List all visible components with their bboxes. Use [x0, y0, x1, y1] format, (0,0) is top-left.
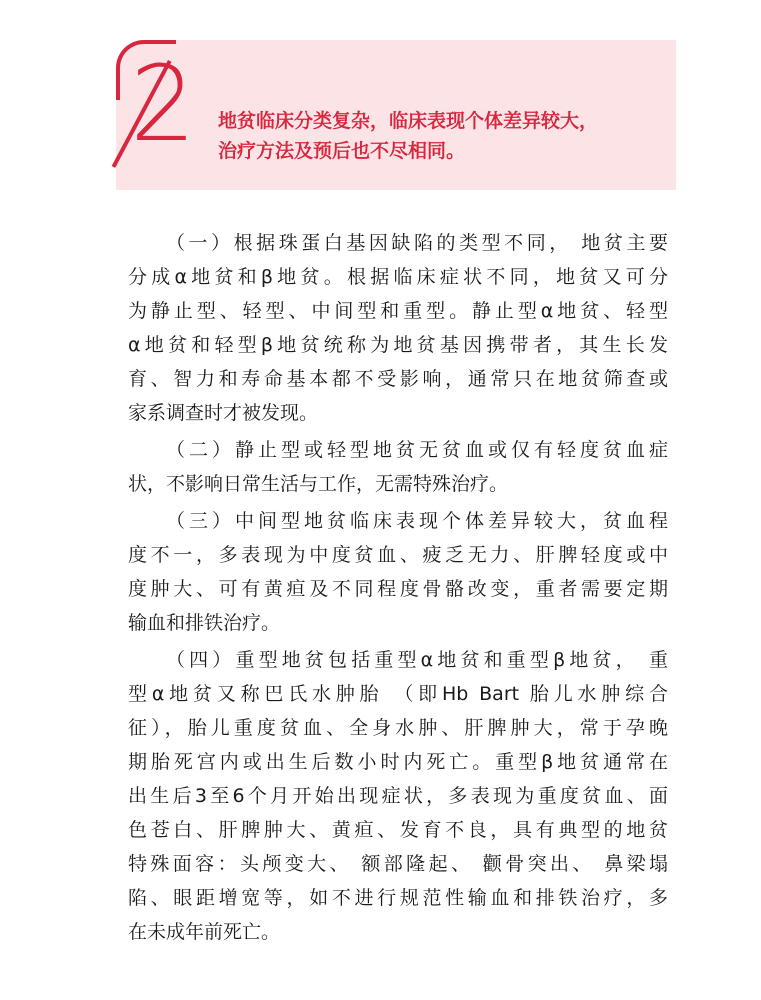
paragraph-4	[128, 643, 668, 949]
paragraph-line: 度不一，多表现为中度贫血、疲乏无力、肝脾轻度或中	[128, 544, 668, 566]
paragraph-line: α地贫和轻型β地贫统称为地贫基因携带者，其生长发	[128, 334, 668, 356]
heading-line: 治疗方法及预后也不尽相同。	[218, 140, 466, 162]
paragraph-line: 分成α地贫和β地贫。根据临床症状不同，地贫又可分	[128, 266, 668, 288]
paragraph-line: 征），胎儿重度贫血、全身水肿、肝脾肿大，常于孕晚	[128, 717, 668, 739]
paragraph-1	[128, 226, 668, 430]
paragraph-line: 型α地贫又称巴氏水肿胎 （即Hb Bart 胎儿水肿综合	[128, 683, 668, 705]
paragraph-line: 在未成年前死亡。	[128, 921, 281, 943]
paragraph-line: 出生后3至6个月开始出现症状，多表现为重度贫血、面	[128, 785, 668, 807]
heading-line: 地贫临床分类复杂，临床表现个体差异较大，	[218, 110, 599, 132]
paragraph-line: 特殊面容：头颅变大、 额部隆起、 颧骨突出、 鼻梁塌	[128, 853, 668, 875]
body-text	[128, 226, 668, 952]
paragraph-line: （一）根据珠蛋白基因缺陷的类型不同， 地贫主要	[166, 232, 668, 254]
paragraph-line: （二）静止型或轻型地贫无贫血或仅有轻度贫血症	[166, 439, 668, 461]
paragraph-line: 陷、眼距增宽等，如不进行规范性输血和排铁治疗，多	[128, 887, 668, 909]
paragraph-line: 色苍白、肝脾肿大、黄疸、发育不良，具有典型的地贫	[128, 819, 668, 841]
paragraph-2	[128, 433, 668, 501]
paragraph-line: （四）重型地贫包括重型α地贫和重型β地贫， 重	[166, 649, 668, 671]
paragraph-line: （三）中间型地贫临床表现个体差异较大，贫血程	[166, 510, 668, 532]
section-number: 2	[130, 43, 197, 165]
paragraph-line: 度肿大、可有黄疸及不同程度骨骼改变，重者需要定期	[128, 578, 668, 600]
paragraph-line: 为静止型、轻型、中间型和重型。静止型α地贫、轻型	[128, 300, 668, 322]
paragraph-line: 输血和排铁治疗。	[128, 612, 281, 634]
paragraph-3	[128, 504, 668, 640]
paragraph-line: 期胎死宫内或出生后数小时内死亡。重型β地贫通常在	[128, 751, 668, 773]
section-heading	[218, 106, 678, 166]
paragraph-line: 育、智力和寿命基本都不受影响，通常只在地贫筛查或	[128, 368, 668, 390]
paragraph-line: 状，不影响日常生活与工作，无需特殊治疗。	[128, 473, 509, 495]
paragraph-line: 家系调查时才被发现。	[128, 402, 319, 424]
